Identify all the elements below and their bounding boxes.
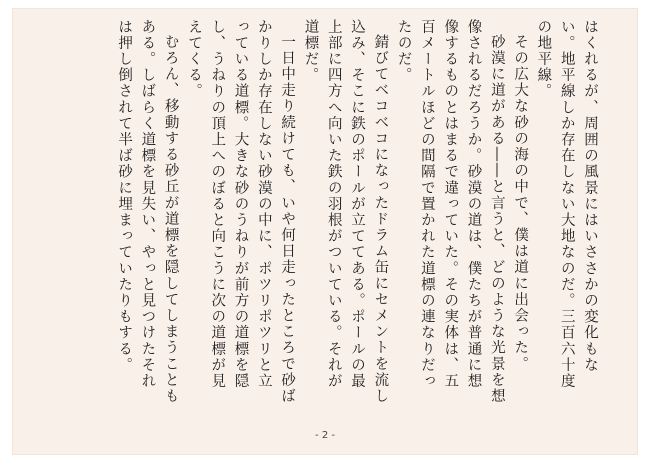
paragraph-5: 一日中走り続けても、いや何日走ったところで砂ばかりしか存在しない砂漠の中に、ポツリポツリと立っている道標。大きな砂のうねりが前方の道標を隠し、うねりの頂上へのぼると向こうに次の道標が見えてくる。	[185, 19, 296, 404]
paragraph-6: むろん、移動する砂丘が道標を隠してしまうこともある。しばらく道標を見失い、やっと見つけたそれは押し倒されて半ば砂に埋まっていたりもする。	[116, 19, 179, 404]
document-page	[12, 8, 638, 455]
page-number: - 2 -	[315, 430, 335, 441]
paragraph-1: はくれるが、周囲の風景にはいささかの変化もない。地平線しか存在しない大地なのだ。三百六十度の地平線。	[535, 19, 598, 390]
paragraph-3: 砂漠に道がある――と言うと、どのような光景を想像されるだろうか。砂漠の道は、僕たちが普通に想像するものとはまるで違っていた。その実体は、五百メートルほどの間隔で置かれた道標の連なりだったのだ。	[395, 19, 505, 404]
vertical-body-text	[73, 19, 601, 404]
paragraph-4: 錆びてベコベコになったドラム缶にセメントを流し込み、そこに鉄のポールが立ててある。ポールの最上部に四方へ向いた鉄の羽根がついている。それが道標だ。	[302, 19, 389, 404]
paragraph-2: その広大な砂の海の中で、僕は道に出会った。	[512, 33, 529, 372]
